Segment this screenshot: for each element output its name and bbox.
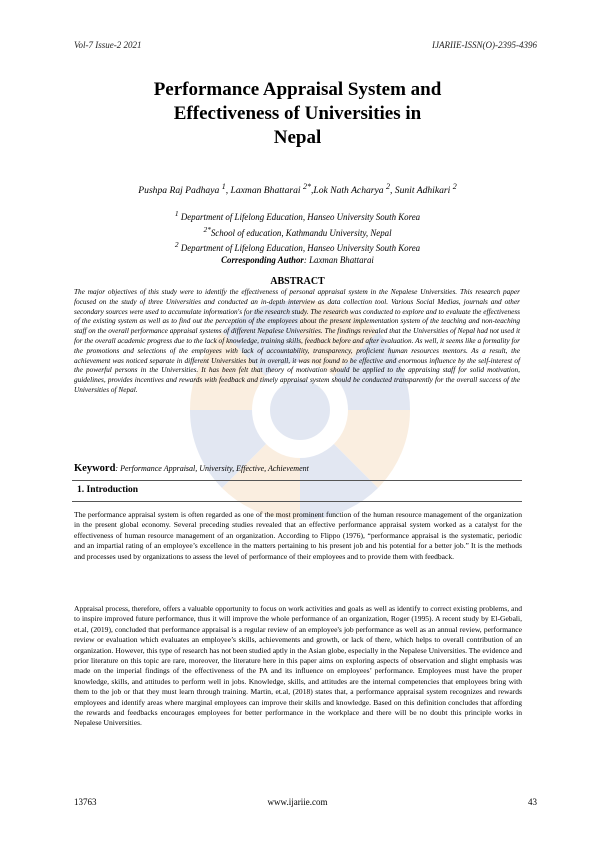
keywords-label: Keyword — [74, 463, 116, 474]
paper-title — [60, 78, 535, 150]
affiliation-text: Department of Lifelong Education, Hanseo University South Korea — [180, 211, 421, 222]
paper-title-line: Nepal — [273, 127, 322, 148]
section-title-introduction: 1. Introduction — [77, 485, 139, 495]
affiliation-marker: 1 — [174, 209, 179, 218]
running-header-volume: Vol-7 Issue-2 2021 — [74, 40, 142, 50]
body-paragraph: The performance appraisal system is often regarded as one of the most prominent function of the human resource management of the organization in the present global economy. Several preceding studies revealed that an effective performance appraisal system worked as a catalyst for the effectiveness of human resource management of an organization. According to Flippo (1976), “performance appraisal is the systematic, periodic and an impartial rating of an employee’s excellence in the matters pertaining to his present job and his potential for a better job.” It is the methods and processes used by organizations to assess the level of performance of their employees and to provide them with feedback. — [74, 510, 522, 561]
abstract-heading: ABSTRACT — [270, 276, 325, 287]
keywords — [74, 463, 520, 474]
running-header-journal: IJARIIE-ISSN(O)-2395-4396 — [432, 40, 537, 50]
author-affiliation-marker: 2 — [452, 182, 457, 191]
author-list — [60, 181, 535, 197]
footer-paper-id: 13763 — [74, 797, 97, 807]
affiliation-marker: 2 — [174, 240, 179, 250]
paper-title-line: Performance Appraisal System and — [153, 79, 442, 100]
author-affiliation-marker: 1 — [221, 182, 226, 191]
affiliation-line — [60, 208, 535, 224]
section-heading-box — [72, 480, 522, 502]
author-name: , Laxman Bhattarai — [225, 185, 301, 197]
affiliation-line — [60, 239, 535, 255]
keywords-text: : Performance Appraisal, University, Effective, Achievement — [115, 464, 309, 473]
author-name: , Sunit Adhikari — [389, 185, 451, 197]
abstract-text: The major objectives of this study were to identify the effectiveness of personal appraisal system in the Nepalese Universities. This research paper focused on the study of three Universities and conducted an in-depth interview as data collection tool. Various Social Medias, journals and other secondary sources were used to accumulate information's for the research study. The research was conducted to explore and to evaluate the effectiveness of the existing system as well as to find out the perception of the employees about the present implementation system of the teaching and non-teaching staff on the overall performance appraisal systems of different Nepalese Universities. The findings revealed that the Universities of Nepal had not used it for the overall academic progress due to the lack of knowledge, training skills, feedback before and after evaluation. As well, it seems like a formality for the promotions and selections of the employees with lack of accountability, transparency, proficient human resources mentors. As a result, the achievement was noticed separate in different Universities but in overall, it was not found to be effective and enormous influence by the self-interest of the powerful persons in the Universities. It has been felt that theory of motivation should be applied to the appraising staff for solid motivation, guidelines, provides incentives and rewards with feedback and timely appraisal system should be conducted transparently for the overall success of the Universities of Nepal. — [74, 288, 520, 394]
affiliations — [60, 208, 535, 267]
affiliation-marker: 2* — [203, 224, 211, 234]
footer-page-number: 43 — [528, 797, 537, 807]
paper-title-line: Effectiveness of Universities in — [173, 103, 422, 124]
corresponding-author — [60, 255, 535, 267]
corresponding-author-label: Corresponding Author — [221, 255, 304, 266]
author-affiliation-marker: 2 — [385, 182, 390, 191]
body-paragraph: Appraisal process, therefore, offers a valuable opportunity to focus on work activities and goals as well as identify to correct existing problems, and to inspire improved future performance, thus it will improve the whole performance of an organization, Roger (1995). A recent study by El-Gebali, et.al, (2019), concluded that performance appraisal is a regular review of an employee's job performance as well as an annual review, performance review or evaluation which evaluates an employee’s skills, achievements and growth, or lack of there, which helps to overall contribution of an organization. However, this type of research has not been studied aptly in the Asian globe, especially in the Nepalese Universities. The evidence and prior literature on this topic are rare, moreover, the literature here in this paper aims on exploring aspects of observation and slight emphasis was made on the imperial findings of the effectiveness of the PA and its influence on employees’ performance. Employees must have the proper knowledge, skills, and attitudes to perform well in jobs. Knowledge, skills, and attitudes are the internal competencies that employees bring with them to the job or that they must learn through training. Martin, et.al, (2018) states that, a performance appraisal system recognizes and rewards employees and identify areas where marginal employees can improve their skills and knowledge. Based on this definition concludes that affording the rewards and feedbacks encourages employees for better performance in the workplace and there will be no doubt this principle works in Nepalese Universities. — [74, 604, 522, 728]
affiliation-line — [60, 224, 535, 240]
author-affiliation-marker: 2* — [303, 182, 311, 191]
author-name: Pushpa Raj Padhaya — [138, 185, 220, 197]
affiliation-text: School of education, Kathmandu University, Nepal — [210, 227, 392, 238]
footer-website: www.ijariie.com — [267, 797, 328, 807]
affiliation-text: Department of Lifelong Education, Hanseo University South Korea — [180, 243, 421, 254]
corresponding-author-name: : Laxman Bhattarai — [303, 255, 374, 266]
author-name: ,Lok Nath Acharya — [311, 185, 384, 197]
